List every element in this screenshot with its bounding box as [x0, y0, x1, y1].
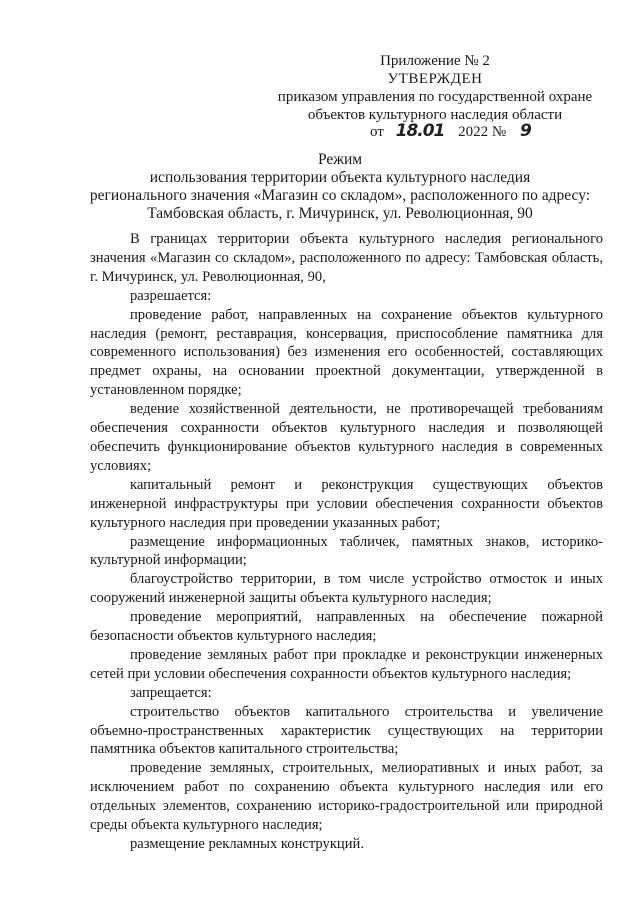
handwritten-date: 18.01 — [395, 121, 445, 141]
allowed-item: ведение хозяйственной деятельности, не противоречащей требованиям обеспечения сохранности объектов культурного наследия и позволяющей обеспечить функционирование объектов культурного наследия в современных условиях; — [90, 401, 603, 474]
allowed-item: проведение земляных работ при прокладке и реконструкции инженерных сетей при условии обеспечения сохранности объектов культурного наследия; — [90, 646, 603, 682]
allowed-item: проведение мероприятий, направленных на обеспечение пожарной безопасности объектов культурного наследия; — [90, 609, 603, 645]
approval-line-2: объектов культурного наследия области — [307, 107, 563, 123]
intro-paragraph: В границах территории объекта культурного наследия регионального значения «Магазин со складом», расположенного по адресу: Тамбовская область, г. Мичуринск, ул. Революционная, 90, — [90, 231, 603, 285]
approval-date-line — [370, 122, 531, 141]
document-heading: Режим — [317, 151, 363, 168]
forbidden-heading: запрещается: — [130, 684, 212, 701]
allowed-heading: разрешается: — [130, 287, 212, 304]
allowed-item: благоустройство территории, в том числе устройство отмосток и иных сооружений инженерной защиты объекта культурного наследия; — [90, 571, 603, 607]
title-line-2: регионального значения «Магазин со складом», расположенного по адресу: — [89, 187, 591, 204]
date-year: 2022 № — [458, 124, 507, 140]
handwritten-order-number: 9 — [519, 121, 531, 141]
date-prefix: от — [370, 124, 384, 140]
forbidden-item: проведение земляных, строительных, мелиоративных и иных работ, за исключением работ по сохранению объекта культурного наследия или его отдельных элементов, сохранению историко-градостроительной или природной среды объекта культурного наследия; — [90, 760, 603, 834]
forbidden-item: строительство объектов капитального строительства и увеличение объемно-пространственных характеристик существующих на территории памятника объектов капитального строительства; — [90, 703, 603, 758]
document-body — [90, 230, 603, 854]
forbidden-item: размещение рекламных конструкций. — [130, 836, 364, 852]
approval-line-1: приказом управления по государственной охране — [277, 89, 593, 105]
allowed-item: капитальный ремонт и реконструкция существующих объектов инженерной инфраструктуры при условии обеспечения сохранности объектов культурного наследия при проведении указанных работ; — [90, 476, 603, 531]
allowed-item: размещение информационных табличек, памятных знаков, историко-культурной информации; — [90, 533, 603, 569]
appendix-label: Приложение № 2 — [380, 53, 490, 69]
allowed-item: проведение работ, направленных на сохранение объектов культурного наследия (ремонт, реставрация, консервация, приспособление памятника для современного использования) без изменения его особенностей, составляющих предмет охраны, на основании проектной документации, утвержденной в установленном порядке; — [90, 306, 603, 399]
title-line-3: Тамбовская область, г. Мичуринск, ул. Революционная, 90 — [147, 205, 533, 222]
title-line-1: использования территории объекта культурного наследия — [149, 169, 531, 186]
approved-label: УТВЕРЖДЕН — [387, 71, 483, 87]
